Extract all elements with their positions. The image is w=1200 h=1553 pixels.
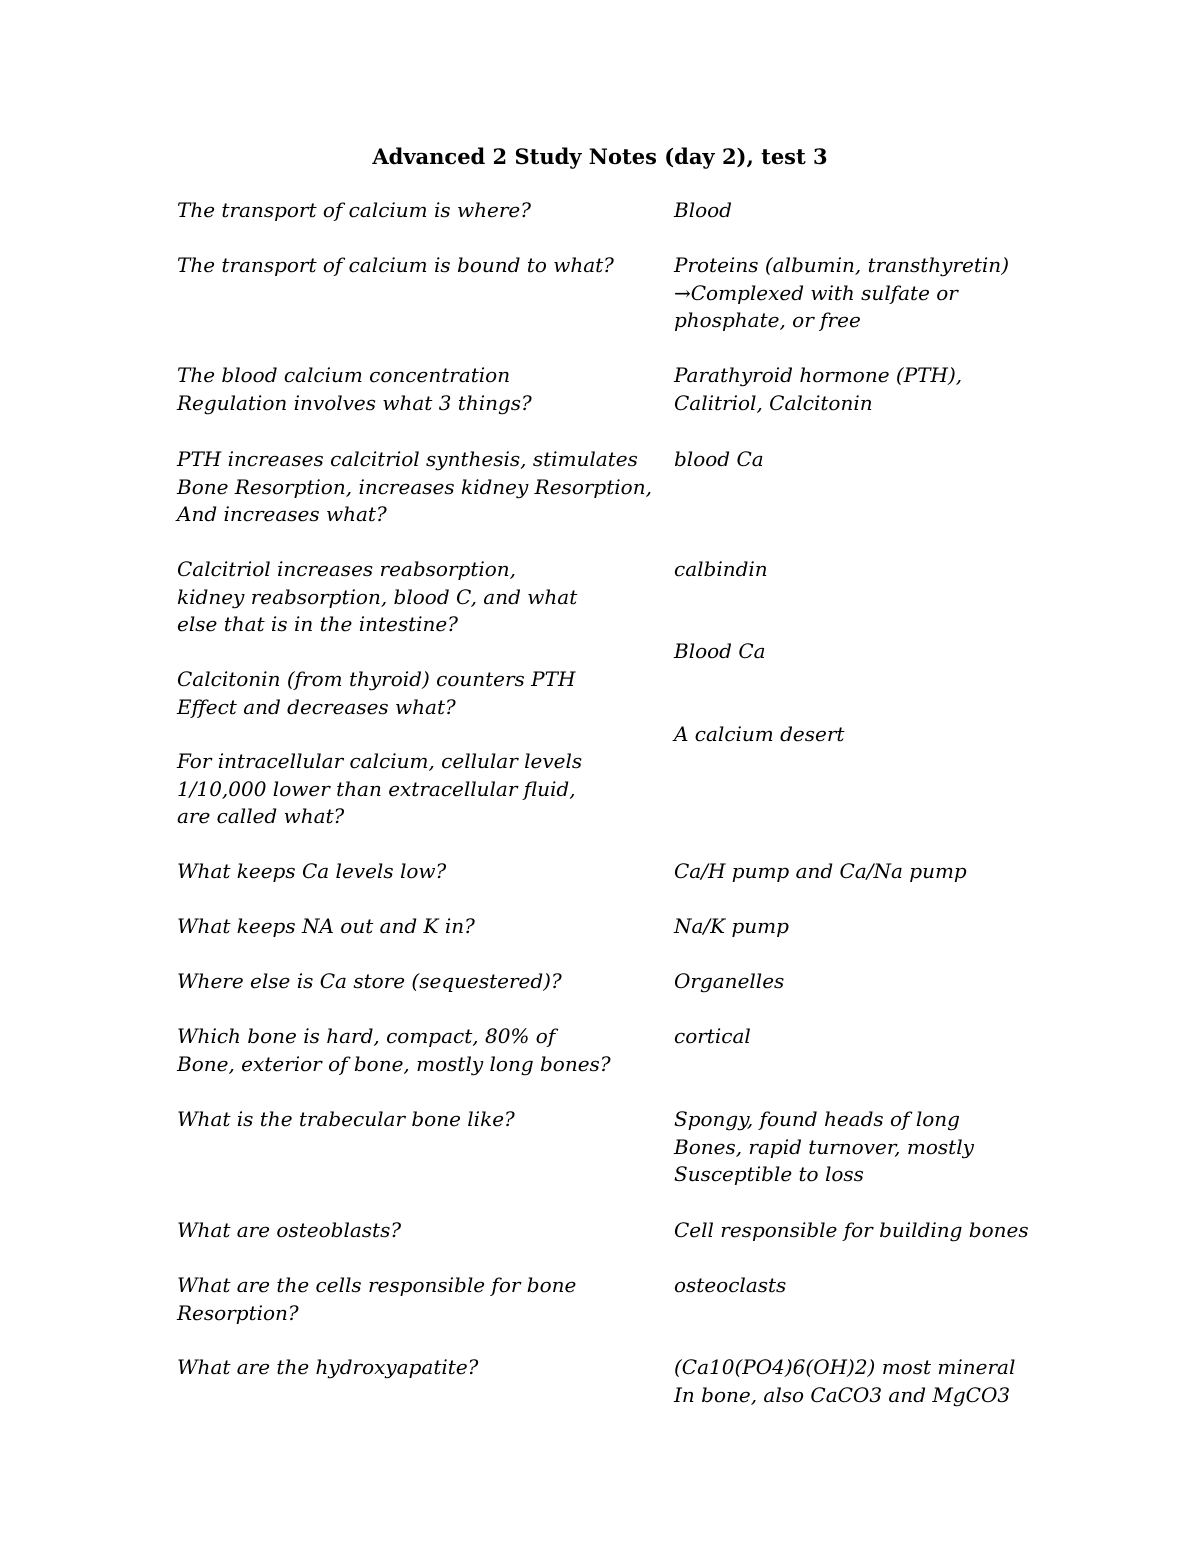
question-7 — [177, 748, 582, 831]
answer-11 — [674, 1023, 751, 1051]
document-title: Advanced 2 Study Notes (day 2), test 3 — [372, 144, 828, 169]
answer-line: osteoclasts — [674, 1273, 787, 1297]
question-line: The blood calcium concentration — [177, 363, 511, 387]
answer-6 — [674, 638, 766, 666]
question-line: What are osteoblasts? — [177, 1218, 402, 1242]
question-6 — [177, 666, 575, 721]
answer-line: Ca/H pump and Ca/Na pump — [674, 859, 967, 883]
question-11 — [177, 1023, 611, 1078]
question-line: What keeps Ca levels low? — [177, 859, 447, 883]
question-line: Resorption? — [177, 1300, 299, 1325]
answer-14 — [674, 1272, 786, 1300]
answer-line: Na/K pump — [674, 914, 789, 938]
question-2 — [177, 252, 614, 280]
answer-line: →Complexed with sulfate or — [674, 280, 958, 305]
question-8 — [177, 858, 446, 886]
answer-line: Blood Ca — [674, 639, 766, 663]
question-line: else that is in the intestine? — [177, 612, 458, 637]
answer-line: cortical — [674, 1024, 751, 1048]
question-line: What is the trabecular bone like? — [177, 1107, 515, 1131]
answer-line: Spongy, found heads of long — [674, 1107, 960, 1131]
question-9 — [177, 913, 475, 941]
question-line: Which bone is hard, compact, 80% of — [177, 1024, 556, 1048]
answer-13 — [674, 1217, 1029, 1245]
question-10 — [177, 968, 562, 996]
answer-8 — [674, 858, 967, 886]
question-15 — [177, 1354, 478, 1382]
question-line: And increases what? — [177, 502, 387, 527]
answer-10 — [674, 968, 784, 996]
answer-line: Cell responsible for building bones — [674, 1218, 1029, 1242]
answer-9 — [674, 913, 789, 941]
question-1 — [177, 197, 531, 225]
answer-line: Susceptible to loss — [674, 1162, 864, 1187]
answer-line: A calcium desert — [674, 722, 845, 746]
question-line: PTH increases calcitriol synthesis, stimulates — [177, 447, 638, 471]
question-line: What are the cells responsible for bone — [177, 1273, 577, 1297]
question-line: Effect and decreases what? — [177, 694, 456, 719]
question-line: Bone Resorption, increases kidney Resorption, — [177, 474, 652, 499]
answer-line: Calitriol, Calcitonin — [674, 390, 873, 415]
question-line: What keeps NA out and K in? — [177, 914, 475, 938]
question-12 — [177, 1106, 515, 1134]
question-line: Bone, exterior of bone, mostly long bones? — [177, 1051, 611, 1076]
question-3 — [177, 362, 532, 417]
answer-line: blood Ca — [674, 447, 764, 471]
question-line: Regulation involves what 3 things? — [177, 390, 532, 415]
question-5 — [177, 556, 577, 639]
question-line: Where else is Ca store (sequestered)? — [177, 969, 562, 993]
question-line: are called what? — [177, 804, 345, 829]
answer-line: (Ca10(PO4)6(OH)2) most mineral — [674, 1355, 1016, 1379]
question-line: Calcitriol increases reabsorption, — [177, 557, 517, 581]
question-line: What are the hydroxyapatite? — [177, 1355, 479, 1379]
answer-line: calbindin — [674, 557, 768, 581]
question-line: 1/10,000 lower than extracellular fluid, — [177, 776, 576, 801]
answer-3 — [674, 362, 962, 417]
answer-line: Parathyroid hormone (PTH), — [674, 363, 963, 387]
answer-line: Organelles — [674, 969, 785, 993]
answer-7 — [674, 721, 844, 749]
answer-line: Blood — [674, 198, 732, 222]
question-14 — [177, 1272, 576, 1327]
answer-line: Bones, rapid turnover, mostly — [674, 1134, 974, 1159]
question-line: The transport of calcium is bound to what? — [177, 253, 614, 277]
answer-5 — [674, 556, 768, 584]
question-line: The transport of calcium is where? — [177, 198, 531, 222]
answer-12 — [674, 1106, 974, 1189]
answer-15 — [674, 1354, 1015, 1409]
question-line: For intracellular calcium, cellular levels — [177, 749, 583, 773]
answer-2 — [674, 252, 1009, 335]
answer-line: phosphate, or free — [674, 308, 861, 333]
answer-4 — [674, 446, 764, 474]
answer-1 — [674, 197, 732, 225]
answer-line: In bone, also CaCO3 and MgCO3 — [674, 1382, 1011, 1407]
question-4 — [177, 446, 652, 529]
question-13 — [177, 1217, 401, 1245]
answer-line: Proteins (albumin, transthyretin) — [674, 253, 1009, 277]
question-line: Calcitonin (from thyroid) counters PTH — [177, 667, 576, 691]
question-line: kidney reabsorption, blood C, and what — [177, 584, 578, 609]
